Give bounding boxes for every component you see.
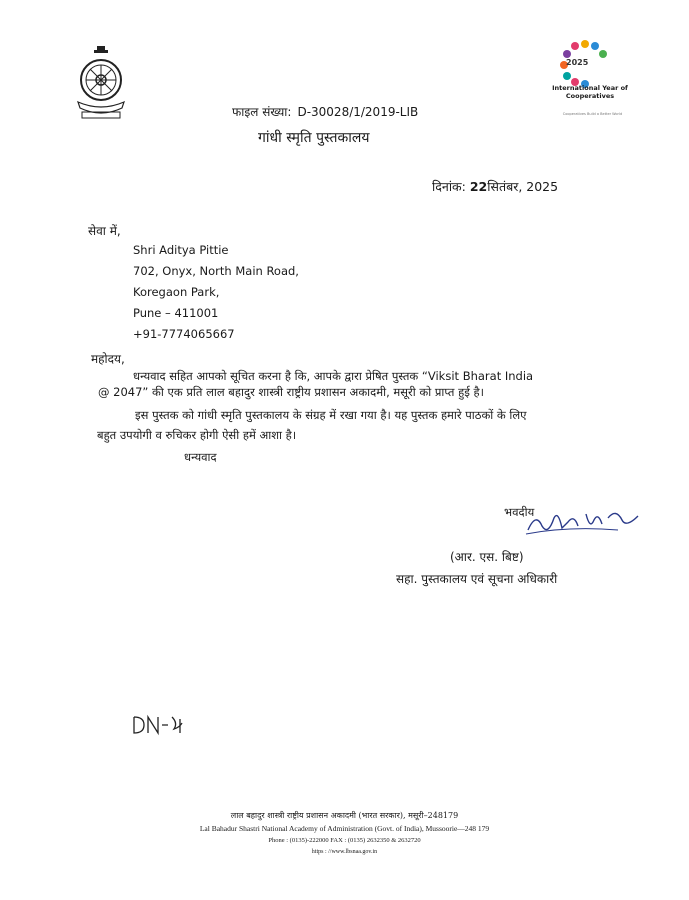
salutation: महोदय, (91, 352, 125, 366)
footer-hindi-address: लाल बहादुर शास्त्री राष्ट्रीय प्रशासन अकादमी (भारत सरकार), मसूरी–248179 (230, 811, 459, 820)
paragraph-2-line-1: इस पुस्तक को गांधी स्मृति पुस्तकालय के संग्रह में रखा गया है। यह पुस्तक हमारे पाठकों के लिए (135, 408, 527, 422)
file-number (232, 103, 418, 120)
address-line: Pune – 411001 (133, 306, 219, 320)
recipient-name: Shri Aditya Pittie (133, 243, 229, 257)
letter-date (432, 178, 558, 195)
thanks-text: धन्यवाद (184, 450, 217, 464)
date-label: दिनांक: (432, 179, 466, 194)
iyc-year: 2025 (566, 58, 589, 67)
date-day: 22 (469, 179, 488, 194)
iyc-title: International Year of Cooperatives (552, 84, 628, 100)
paragraph-2-line-2: बहुत उपयोगी व रुचिकर होगी ऐसी हमें आशा है। (97, 428, 297, 442)
iyc-tagline: Cooperatives Build a Better World (562, 112, 623, 116)
library-title: गांधी स्मृति पुस्तकालय (258, 130, 370, 146)
signatory-name: (आर. एस. बिष्ट) (450, 550, 524, 564)
to-label: सेवा में, (88, 224, 121, 238)
file-label: फाइल संख्या: (232, 105, 292, 119)
handwritten-note (130, 713, 190, 738)
recipient-address (133, 240, 299, 345)
closing-text: भवदीय (504, 505, 535, 519)
handwritten-signature (498, 500, 648, 545)
footer-english-address: Lal Bahadur Shastri National Academy of Administration (Govt. of India), Mussoorie—248 179 (199, 824, 490, 833)
signatory-designation: सहा. पुस्तकालय एवं सूचना अधिकारी (396, 572, 558, 586)
paragraph-1-line-2: @ 2047” की एक प्रति लाल बहादुर शास्त्री राष्ट्रीय प्रशासन अकादमी, मसूरी को प्राप्त हुई है। (98, 385, 485, 399)
footer-website: https : //www.lbsnaa.gov.in (311, 849, 378, 855)
address-line: 702, Onyx, North Main Road, (133, 264, 299, 278)
paragraph-1-line-1: धन्यवाद सहित आपको सूचित करना है कि, आपके द्वारा प्रेषित पुस्तक “Viksit Bharat India (133, 369, 534, 383)
recipient-phone: +91-7774065667 (133, 327, 235, 341)
address-line: Koregaon Park, (133, 285, 220, 299)
file-number-value: D-30028/1/2019-LIB (297, 105, 419, 119)
academy-crest-logo (70, 44, 132, 122)
footer-phone: Phone : (0135)-222000 FAX : (0135) 2632350 & 2632720 (268, 837, 421, 844)
date-month-year: सितंबर, 2025 (487, 179, 559, 194)
